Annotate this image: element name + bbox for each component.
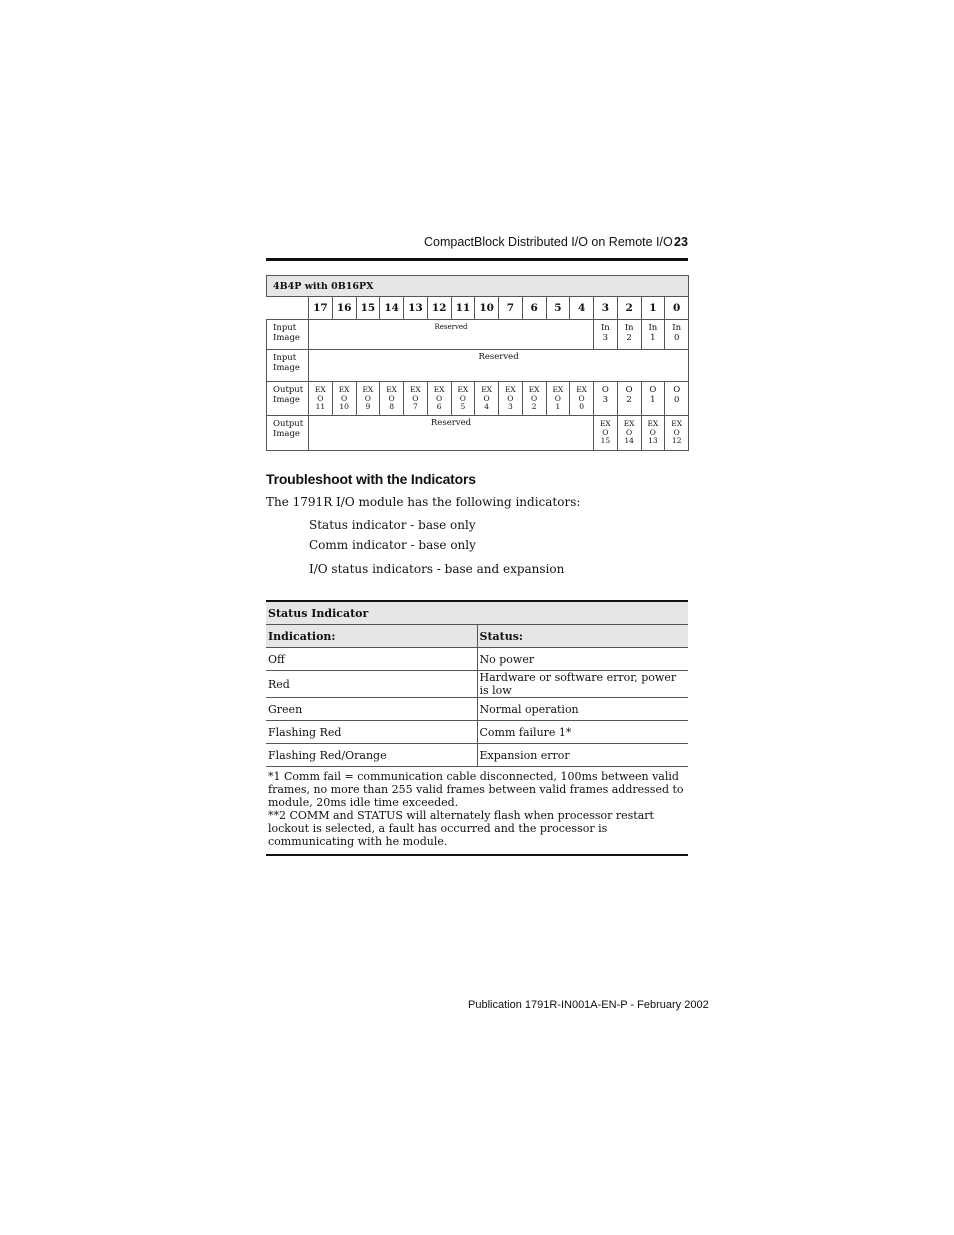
status-cell: Hardware or software error, power is low (477, 671, 688, 698)
footnote-row (266, 767, 688, 856)
bit-cell: In 2 (617, 320, 641, 350)
table-row (266, 671, 688, 698)
row-label: Input Image (267, 320, 309, 350)
bit-header-row (267, 297, 689, 320)
table-row (266, 721, 688, 744)
status-table-title-row (266, 601, 688, 625)
bit-header: 6 (522, 297, 546, 320)
status-cell: No power (477, 648, 688, 671)
status-cell: Normal operation (477, 698, 688, 721)
bit-cell: EX O 1 (546, 382, 570, 416)
bit-cell: EX O 13 (641, 416, 665, 451)
bit-cell: In 3 (594, 320, 618, 350)
table-row (266, 744, 688, 767)
bit-cell: EX O 5 (451, 382, 475, 416)
bit-cell: EX O 8 (380, 382, 404, 416)
bit-header: 1 (641, 297, 665, 320)
status-table-title: Status Indicator (266, 601, 688, 625)
indication-cell: Flashing Red/Orange (266, 744, 477, 767)
bit-cell: O 3 (594, 382, 618, 416)
bit-header: 0 (665, 297, 689, 320)
bit-header: 7 (499, 297, 523, 320)
bit-table-title-row (267, 276, 689, 297)
bit-header: 16 (332, 297, 356, 320)
indication-cell: Green (266, 698, 477, 721)
bit-header: 17 (309, 297, 333, 320)
bit-header: 4 (570, 297, 594, 320)
bit-cell: EX O 15 (594, 416, 618, 451)
indication-cell: Flashing Red (266, 721, 477, 744)
footnote-cell (266, 767, 688, 856)
bit-cell: EX O 4 (475, 382, 499, 416)
footnote-2: **2 COMM and STATUS will alternately flash when processor restart lockout is selected, a fault has occurred and the processor is communicating with he module. (268, 809, 654, 848)
bit-cell: EX O 10 (332, 382, 356, 416)
bit-header-blank (267, 297, 309, 320)
table-row (266, 698, 688, 721)
bit-header: 14 (380, 297, 404, 320)
row-label: Input Image (267, 350, 309, 382)
section-heading: Troubleshoot with the Indicators (266, 471, 476, 487)
list-item: Comm indicator - base only (309, 538, 476, 552)
status-cell: Comm failure 1* (477, 721, 688, 744)
bit-cell: In 0 (665, 320, 689, 350)
bit-cell: EX O 11 (309, 382, 333, 416)
publication-footer: Publication 1791R-IN001A-EN-P - February 2002 (468, 999, 709, 1011)
bit-header: 13 (404, 297, 428, 320)
reserved-cell: Reserved (309, 320, 594, 350)
indication-cell: Red (266, 671, 477, 698)
bit-cell: In 1 (641, 320, 665, 350)
bit-header: 2 (617, 297, 641, 320)
running-header-title: CompactBlock Distributed I/O on Remote I/O (424, 235, 673, 249)
table-row (267, 320, 689, 350)
status-cell: Expansion error (477, 744, 688, 767)
table-row (266, 648, 688, 671)
bit-table-title: 4B4P with 0B16PX (267, 276, 689, 297)
bit-header: 5 (546, 297, 570, 320)
table-row (267, 416, 689, 451)
row-label: Output Image (267, 382, 309, 416)
column-header-indication: Indication: (266, 625, 477, 648)
bit-cell: EX O 6 (427, 382, 451, 416)
table-row (267, 382, 689, 416)
bit-cell: EX O 12 (665, 416, 689, 451)
bit-header: 15 (356, 297, 380, 320)
bit-cell: EX O 0 (570, 382, 594, 416)
footnote-1: *1 Comm fail = communication cable disconnected, 100ms between valid frames, no more than 255 valid frames between valid frames addressed to module, 20ms idle time exceeded. (268, 770, 684, 809)
bit-header: 11 (451, 297, 475, 320)
bit-cell: O 1 (641, 382, 665, 416)
page-number: 23 (674, 235, 688, 249)
indication-cell: Off (266, 648, 477, 671)
bit-cell: EX O 3 (499, 382, 523, 416)
bit-cell: EX O 7 (404, 382, 428, 416)
bit-cell: EX O 2 (522, 382, 546, 416)
bit-header: 12 (427, 297, 451, 320)
header-rule (266, 258, 688, 261)
bit-cell: EX O 14 (617, 416, 641, 451)
bit-cell: EX O 9 (356, 382, 380, 416)
bit-header: 10 (475, 297, 499, 320)
bit-map-table (266, 275, 689, 451)
bit-header: 3 (594, 297, 618, 320)
bit-cell: O 2 (617, 382, 641, 416)
column-header-status: Status: (477, 625, 688, 648)
intro-text: The 1791R I/O module has the following indicators: (266, 495, 581, 509)
row-label: Output Image (267, 416, 309, 451)
reserved-cell: Reserved (309, 350, 689, 382)
reserved-cell: Reserved (309, 416, 594, 451)
list-item: I/O status indicators - base and expansion (309, 562, 565, 576)
table-row (267, 350, 689, 382)
status-indicator-table (266, 600, 688, 856)
bit-cell: O 0 (665, 382, 689, 416)
status-table-header-row (266, 625, 688, 648)
list-item: Status indicator - base only (309, 518, 476, 532)
